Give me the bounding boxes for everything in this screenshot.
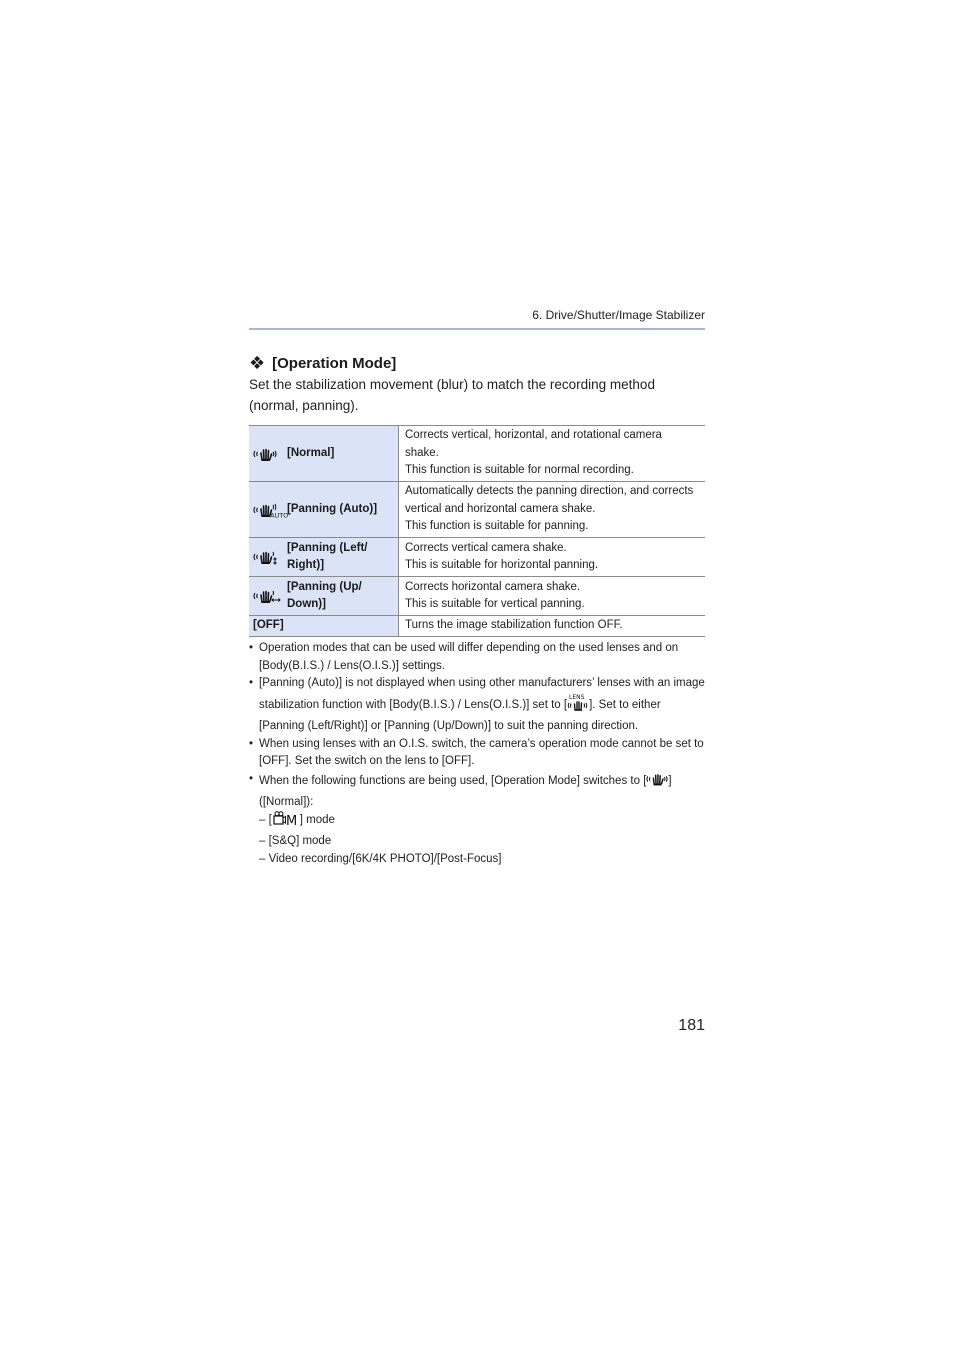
svg-text:AUTO: AUTO — [270, 511, 289, 519]
mode-description-line: Turns the image stabilization function OFF. — [405, 619, 623, 632]
list-item — [249, 736, 705, 771]
section-title: [Operation Mode] — [272, 355, 397, 372]
mode-label: [Panning (Left/ Right)] — [287, 541, 368, 571]
note-text: Operation modes that can be used will differ depending on the used lenses and on [Body(B.I.S.) / Lens(O.I.S.)] settings. — [259, 642, 679, 672]
note-text: ] mode — [299, 814, 335, 827]
note-text: [Panning (Auto)] is not displayed when using other manufacturers’ lenses with an image stabilization function with [Body(B.I.S.) / Lens(O.I.S.)] set to [ — [259, 677, 705, 712]
mode-description-line: Corrects vertical camera shake. — [405, 541, 567, 554]
list-item — [249, 675, 705, 735]
stabilizer-panning-up-down-icon — [253, 588, 287, 604]
mode-description-line: Corrects horizontal camera shake. — [405, 580, 581, 593]
note-text: When using lenses with an O.I.S. switch, the camera’s operation mode cannot be set to [OFF]. Set the switch on the lens to [OFF]. — [259, 737, 704, 768]
list-item — [249, 811, 705, 833]
note-text: – [ — [259, 814, 272, 827]
lens-icon-text: LENS — [569, 694, 585, 702]
page-number: 181 — [678, 1017, 705, 1034]
list-item — [249, 771, 705, 811]
chapter-title: 6. Drive/Shutter/Image Stabilizer — [532, 308, 705, 322]
mode-label: [Panning (Up/ Down)] — [287, 580, 362, 610]
mode-description-line: This function is suitable for panning. — [405, 520, 589, 533]
list-item: – Video recording/[6K/4K PHOTO]/[Post-Focus] — [259, 852, 502, 865]
mode-description-line: Corrects vertical, horizontal, and rotational camera shake. — [405, 429, 662, 459]
table-row — [249, 616, 705, 637]
stabilizer-panning-left-right-icon — [253, 549, 287, 565]
mode-description-line: Automatically detects the panning direction, and corrects vertical and horizontal camera shake. — [405, 485, 694, 515]
stabilizer-panning-auto-icon — [253, 502, 287, 518]
note-text: ]. Set to either [Panning (Left/Right)] or [Panning (Up/Down)] to suit the panning direction. — [259, 699, 661, 732]
mode-description-line: This is suitable for vertical panning. — [405, 598, 585, 610]
stabilizer-normal-icon — [253, 446, 287, 462]
table-row — [249, 426, 705, 482]
section-heading — [249, 353, 396, 374]
list-item — [249, 640, 705, 675]
svg-text:M: M — [285, 814, 298, 830]
table-row — [249, 577, 705, 616]
table-row — [249, 538, 705, 577]
four-diamond-icon: ❖ — [249, 353, 266, 373]
mode-description-line: This is suitable for horizontal panning. — [405, 559, 599, 571]
lens-stabilizer-icon — [567, 693, 589, 718]
mode-description-line: This function is suitable for normal recording. — [405, 464, 634, 477]
creative-video-mode-icon — [272, 811, 300, 833]
header-rule — [249, 328, 705, 330]
operation-mode-table — [249, 425, 705, 637]
mode-label: [OFF] — [253, 619, 284, 632]
mode-label: [Normal] — [287, 446, 335, 459]
notes-list — [249, 640, 705, 868]
list-item: – [S&Q] mode — [259, 835, 332, 848]
note-text: ] ([Normal]): — [259, 774, 672, 808]
mode-label: [Panning (Auto)] — [287, 502, 378, 515]
section-intro: Set the stabilization movement (blur) to match the recording method (normal, panning). — [249, 377, 655, 413]
stabilizer-normal-icon — [646, 771, 668, 794]
table-row — [249, 482, 705, 538]
note-text: When the following functions are being used, [Operation Mode] switches to [ — [259, 774, 647, 787]
